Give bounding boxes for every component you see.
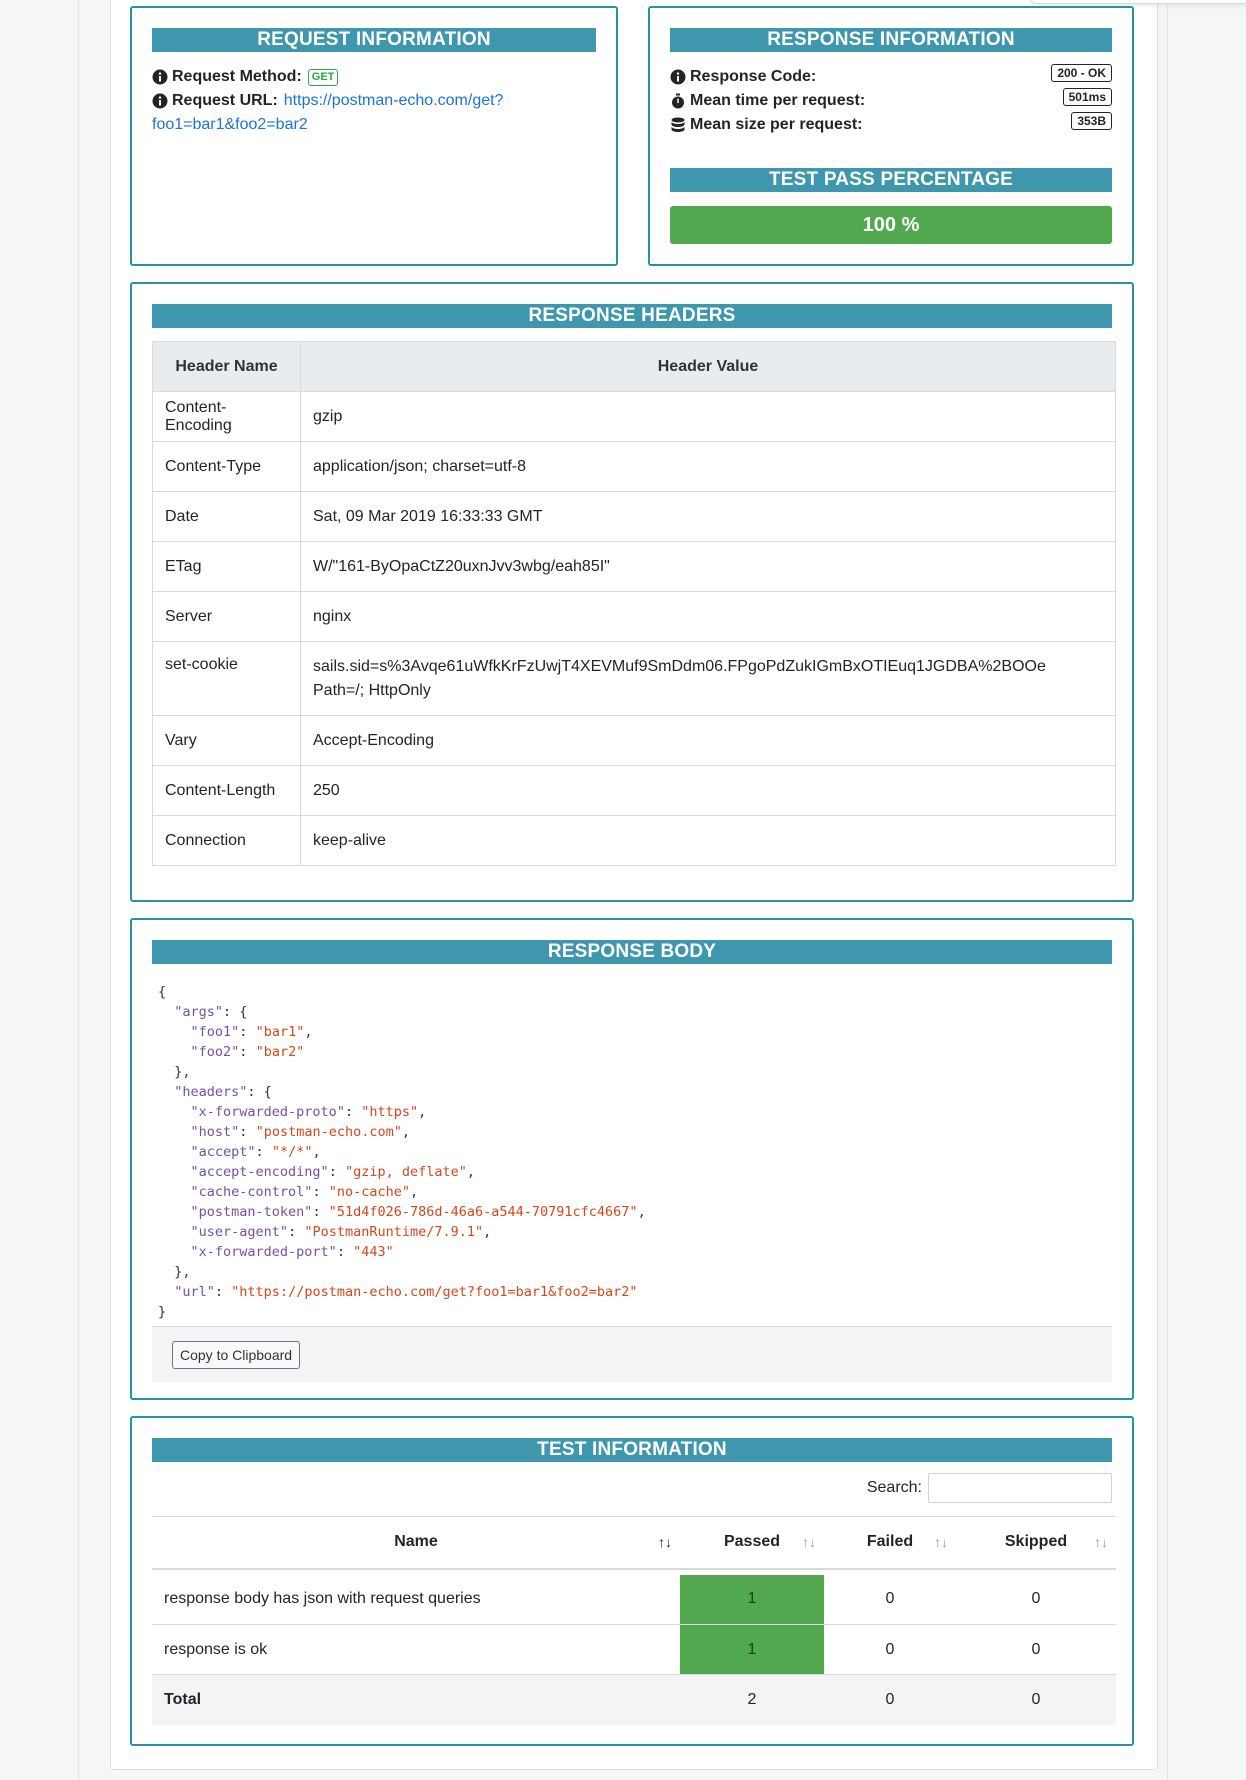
- failed-cell: 0: [824, 1575, 956, 1625]
- total-skipped: 0: [956, 1675, 1116, 1725]
- sort-asc-icon[interactable]: ↑↓: [658, 1534, 672, 1550]
- header-name-cell: Server: [153, 592, 301, 642]
- json-string: "PostmanRuntime/7.9.1": [304, 1224, 484, 1240]
- mean-time-label: Mean time per request:: [690, 92, 866, 109]
- test-name-cell: response is ok: [152, 1625, 680, 1675]
- json-key: "accept-encoding": [190, 1164, 329, 1180]
- header-name-cell: Connection: [153, 816, 301, 866]
- table-row: [153, 716, 1116, 766]
- test-pass-progress-bar: 100 %: [670, 206, 1112, 244]
- mean-size-badge: 353B: [1071, 112, 1112, 130]
- json-key: "foo1": [190, 1024, 240, 1040]
- total-label: Total: [152, 1675, 680, 1725]
- response-body-title: RESPONSE BODY: [152, 940, 1112, 964]
- request-url-line-2: [152, 116, 308, 134]
- response-headers-title: RESPONSE HEADERS: [152, 304, 1112, 328]
- response-information-card: [648, 6, 1134, 266]
- column-passed-label: Passed: [723, 1533, 781, 1551]
- table-row: [153, 442, 1116, 492]
- json-string: "51d4f026-786d-46a6-a544-70791cfc4667": [328, 1204, 638, 1220]
- stopwatch-icon: [670, 93, 686, 109]
- search-input[interactable]: [928, 1473, 1112, 1503]
- response-information-title: RESPONSE INFORMATION: [670, 28, 1112, 52]
- table-row: [153, 392, 1116, 442]
- request-information-card: [130, 6, 618, 266]
- json-key: "user-agent": [190, 1224, 289, 1240]
- set-cookie-value-line-2: Path=/; HttpOnly: [313, 681, 431, 699]
- json-key: "host": [190, 1124, 240, 1140]
- header-value-column: Header Value: [301, 342, 1116, 392]
- header-name-cell: Content-Encoding: [153, 392, 301, 442]
- response-body-json: { "args": { "foo1": "bar1", "foo2": "bar2" }, "headers": { "x-forwarded-proto": "https", "host": "postman-echo.com", "accept": "*/*", "accept-encoding": "gzip, deflate", "cache-control": "no-cache", "postman-token": "51d4f026-786d-46a6-a544-70791cfc4667", "user-agent": "PostmanRuntime/7.9.1", "x-forwarded-port": "443" }, "url": "https://postman-echo.com/get?foo1=bar1&foo2=bar2" }: [158, 984, 646, 1320]
- json-string: "postman-echo.com": [255, 1124, 402, 1140]
- response-code-badge: 200 - OK: [1051, 64, 1112, 82]
- mean-size-label: Mean size per request:: [690, 116, 863, 133]
- request-method-label: Request Method:: [172, 68, 302, 85]
- request-method-badge: GET: [308, 69, 339, 86]
- test-information-card: [130, 1416, 1134, 1746]
- header-value-cell: Sat, 09 Mar 2019 16:33:33 GMT: [301, 492, 1116, 542]
- header-name-cell: ETag: [153, 542, 301, 592]
- test-results-table: [152, 1516, 1116, 1725]
- json-key: "url": [174, 1284, 215, 1300]
- test-information-title: TEST INFORMATION: [152, 1438, 1112, 1462]
- table-header-row: [153, 342, 1116, 392]
- header-value-cell: nginx: [301, 592, 1116, 642]
- header-name-column: Header Name: [153, 342, 301, 392]
- copy-to-clipboard-button[interactable]: Copy to Clipboard: [172, 1341, 300, 1369]
- json-string: "no-cache": [328, 1184, 410, 1200]
- database-icon: [670, 117, 686, 133]
- set-cookie-value-line-1: sails.sid=s%3Avqe61uWfkKrFzUwjT4XEVMuf9SmDdm06.FPgoPdZukIGmBxOTIEuq1JGDBA%2BOOe: [313, 657, 1046, 675]
- response-headers-card: [130, 282, 1134, 902]
- table-row: [152, 1625, 1116, 1675]
- table-row: [153, 766, 1116, 816]
- passed-cell: 1: [680, 1575, 824, 1625]
- json-string: "443": [353, 1244, 394, 1260]
- request-method-line: [152, 68, 338, 86]
- total-row: [152, 1675, 1116, 1725]
- sort-icon[interactable]: ↑↓: [1094, 1534, 1108, 1550]
- header-name-cell: Content-Type: [153, 442, 301, 492]
- column-failed-label: Failed: [866, 1533, 914, 1551]
- table-row: [153, 542, 1116, 592]
- request-url-line: [152, 92, 503, 110]
- json-key: "x-forwarded-proto": [190, 1104, 345, 1120]
- json-key: "cache-control": [190, 1184, 313, 1200]
- dropdown-edge: [1030, 0, 1246, 4]
- column-skipped-label: Skipped: [1004, 1533, 1068, 1551]
- header-value-cell: 250: [301, 766, 1116, 816]
- test-pass-percentage-title: TEST PASS PERCENTAGE: [670, 168, 1112, 192]
- table-row: [153, 816, 1116, 866]
- search-label: Search:: [866, 1479, 922, 1496]
- column-header-failed[interactable]: [824, 1517, 956, 1569]
- table-row: [153, 492, 1116, 542]
- response-body-card: [130, 918, 1134, 1400]
- table-row: [152, 1575, 1116, 1625]
- header-name-cell: Content-Length: [153, 766, 301, 816]
- json-key: "x-forwarded-port": [190, 1244, 337, 1260]
- header-name-cell: Date: [153, 492, 301, 542]
- column-header-name[interactable]: [152, 1517, 680, 1569]
- mean-time-badge: 501ms: [1063, 88, 1112, 106]
- json-key: "accept": [190, 1144, 256, 1160]
- clipboard-toolbar: [152, 1326, 1112, 1382]
- json-string: "*/*": [271, 1144, 313, 1160]
- json-string: "gzip, deflate": [344, 1164, 467, 1180]
- column-name-label: Name: [394, 1533, 438, 1551]
- skipped-cell: 0: [956, 1625, 1116, 1675]
- json-string: "bar2": [255, 1044, 305, 1060]
- header-value-cell: [301, 642, 1116, 716]
- column-header-passed[interactable]: [680, 1517, 824, 1569]
- response-code-label: Response Code:: [690, 68, 817, 85]
- json-string: "bar1": [255, 1024, 305, 1040]
- column-header-skipped[interactable]: [956, 1517, 1116, 1569]
- header-name-cell: set-cookie: [153, 642, 301, 716]
- response-code-line: [670, 68, 816, 86]
- total-passed: 2: [680, 1675, 824, 1725]
- test-name-cell: response body has json with request queries: [152, 1575, 680, 1625]
- header-name-cell: Vary: [153, 716, 301, 766]
- header-value-cell: W/"161-ByOpaCtZ20uxnJvv3wbg/eah85I": [301, 542, 1116, 592]
- mean-size-line: [670, 116, 863, 134]
- request-url-link[interactable]: https://postman-echo.com/get?: [283, 92, 504, 109]
- json-key: "postman-token": [190, 1204, 313, 1220]
- table-row: [153, 592, 1116, 642]
- json-key: "headers": [174, 1084, 248, 1100]
- header-value-cell: application/json; charset=utf-8: [301, 442, 1116, 492]
- request-information-title: REQUEST INFORMATION: [152, 28, 596, 52]
- header-value-cell: Accept-Encoding: [301, 716, 1116, 766]
- json-string: "https://postman-echo.com/get?foo1=bar1&foo2=bar2": [231, 1284, 638, 1300]
- table-row: [153, 642, 1116, 716]
- total-failed: 0: [824, 1675, 956, 1725]
- failed-cell: 0: [824, 1625, 956, 1675]
- passed-cell: 1: [680, 1625, 824, 1675]
- response-headers-table: [152, 341, 1116, 866]
- request-url-link-continued[interactable]: foo1=bar1&foo2=bar2: [152, 116, 308, 133]
- json-key: "foo2": [190, 1044, 240, 1060]
- json-key: "args": [174, 1004, 224, 1020]
- sort-icon[interactable]: ↑↓: [934, 1534, 948, 1550]
- header-value-cell: gzip: [301, 392, 1116, 442]
- info-icon: [670, 69, 686, 85]
- header-value-cell: keep-alive: [301, 816, 1116, 866]
- table-header-row: [152, 1517, 1116, 1569]
- mean-time-line: [670, 92, 865, 110]
- request-url-label: Request URL:: [172, 92, 278, 109]
- json-string: "https": [361, 1104, 419, 1120]
- skipped-cell: 0: [956, 1575, 1116, 1625]
- sort-icon[interactable]: ↑↓: [802, 1534, 816, 1550]
- info-icon: [152, 69, 168, 85]
- info-icon: [152, 93, 168, 109]
